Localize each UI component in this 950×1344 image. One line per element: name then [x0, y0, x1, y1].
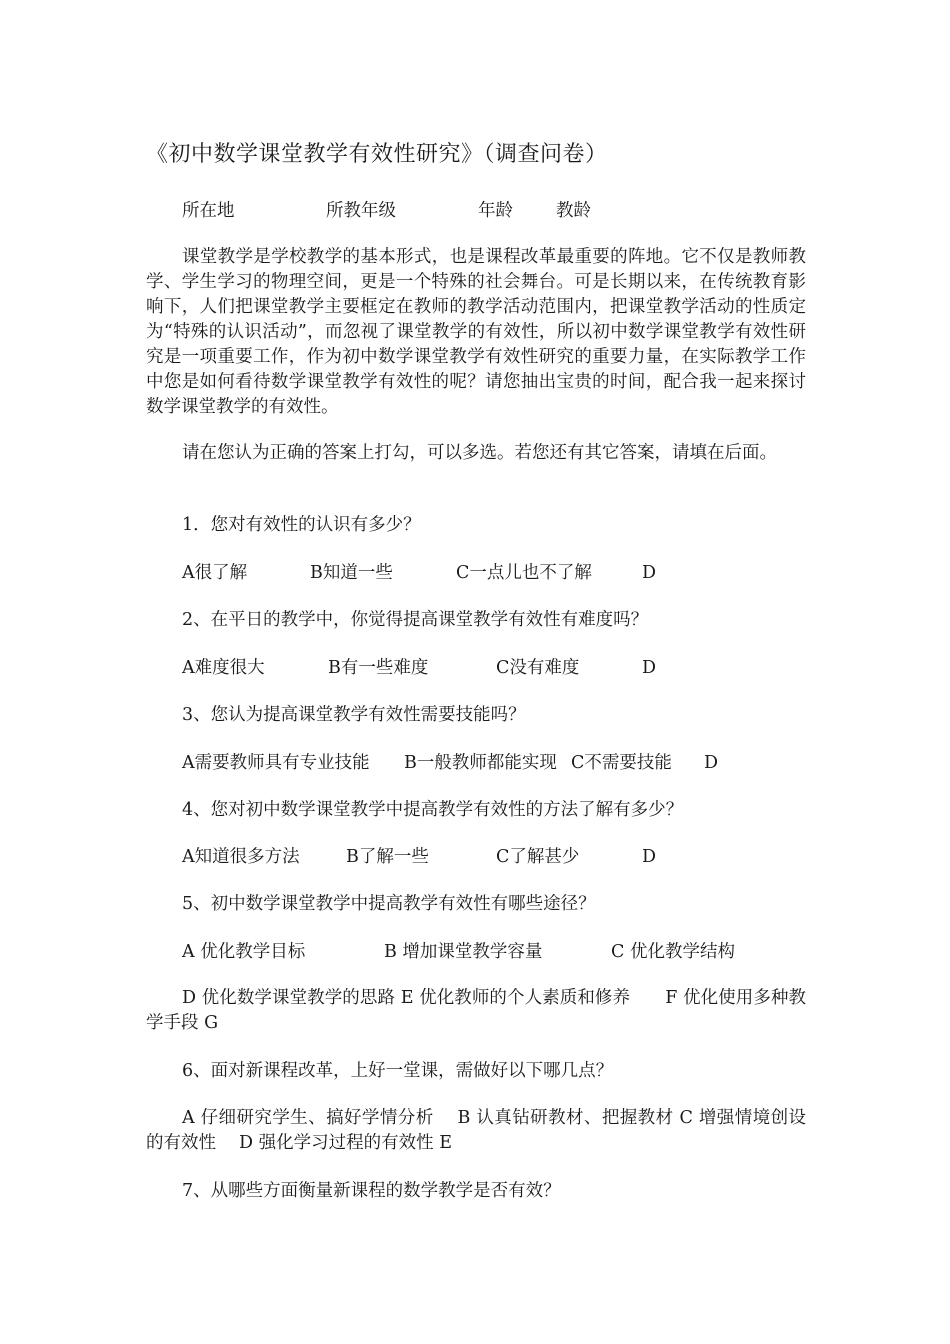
q2-option-c[interactable]: C没有难度: [496, 658, 580, 678]
q4-option-d[interactable]: D: [642, 847, 657, 867]
question-2: 2、在平日的教学中，你觉得提高课堂教学有效性有难度吗？: [182, 610, 649, 630]
field-location: 所在地: [182, 201, 235, 221]
q4-option-c[interactable]: C了解甚少: [496, 847, 580, 867]
q2-option-b[interactable]: B有一些难度: [328, 658, 429, 678]
q1-option-a[interactable]: A很了解: [182, 563, 248, 583]
question-5: 5、初中数学课堂教学中提高教学有效性有哪些途径？: [182, 894, 596, 914]
field-grade: 所教年级: [326, 201, 396, 221]
q4-option-a[interactable]: A知道很多方法: [182, 847, 300, 867]
q3-option-d[interactable]: D: [704, 753, 719, 773]
question-3: 3、您认为提高课堂教学有效性需要技能吗？: [182, 705, 526, 725]
field-teaching-years: 教龄: [556, 201, 591, 221]
intro-paragraph: 课堂教学是学校教学的基本形式，也是课程改革最重要的阵地。它不仅是教师教学、学生学习的物理空间，更是一个特殊的社会舞台。可是长期以来，在传统教育影响下，人们把课堂教学主要框定在教师的教学活动范围内，把课堂教学活动的性质定为“特殊的认识活动”，而忽视了课堂教学的有效性，所以初中数学课堂教学有效性研究是一项重要工作，作为初中数学课堂教学有效性研究的重要力量，在实际教学工作中您是如何看待数学课堂教学有效性的呢？请您抽出宝贵的时间，配合我一起来探讨数学课堂教学的有效性。: [146, 247, 806, 417]
q2-option-a[interactable]: A难度很大: [182, 658, 265, 678]
q6-options[interactable]: A 仔细研究学生、搞好学情分析 B 认真钻研教材、把握教材 C 增强情境创设的有效性 D 强化学习过程的有效性 E: [146, 1108, 806, 1153]
question-1: 1．您对有效性的认识有多少？: [182, 515, 421, 535]
q2-option-d[interactable]: D: [642, 658, 657, 678]
q3-option-b[interactable]: B一般教师都能实现: [404, 753, 557, 773]
question-6: 6、面对新课程改革，上好一堂课，需做好以下哪几点？: [182, 1061, 614, 1081]
q4-option-b[interactable]: B了解一些: [346, 847, 429, 867]
question-7: 7、从哪些方面衡量新课程的数学教学是否有效？: [182, 1181, 561, 1201]
question-4: 4、您对初中数学课堂教学中提高教学有效性的方法了解有多少？: [182, 800, 684, 820]
q5-option-c[interactable]: C 优化教学结构: [611, 942, 735, 962]
document-title: 《初中数学课堂教学有效性研究》（调查问卷）: [146, 142, 608, 167]
q1-option-b[interactable]: B知道一些: [310, 563, 393, 583]
q3-option-a[interactable]: A需要教师具有专业技能: [182, 753, 370, 773]
q5-options-more[interactable]: D 优化数学课堂教学的思路 E 优化教师的个人素质和修养 F 优化使用多种教学手段 G: [146, 988, 806, 1033]
q3-option-c[interactable]: C不需要技能: [571, 753, 672, 773]
field-age: 年龄: [478, 201, 513, 221]
q5-option-a[interactable]: A 优化教学目标: [182, 942, 306, 962]
q1-option-c[interactable]: C一点儿也不了解: [456, 563, 592, 583]
instructions-paragraph: 请在您认为正确的答案上打勾，可以多选。若您还有其它答案，请填在后面。: [182, 443, 777, 463]
q5-option-b[interactable]: B 增加课堂教学容量: [384, 942, 543, 962]
q1-option-d[interactable]: D: [642, 563, 657, 583]
